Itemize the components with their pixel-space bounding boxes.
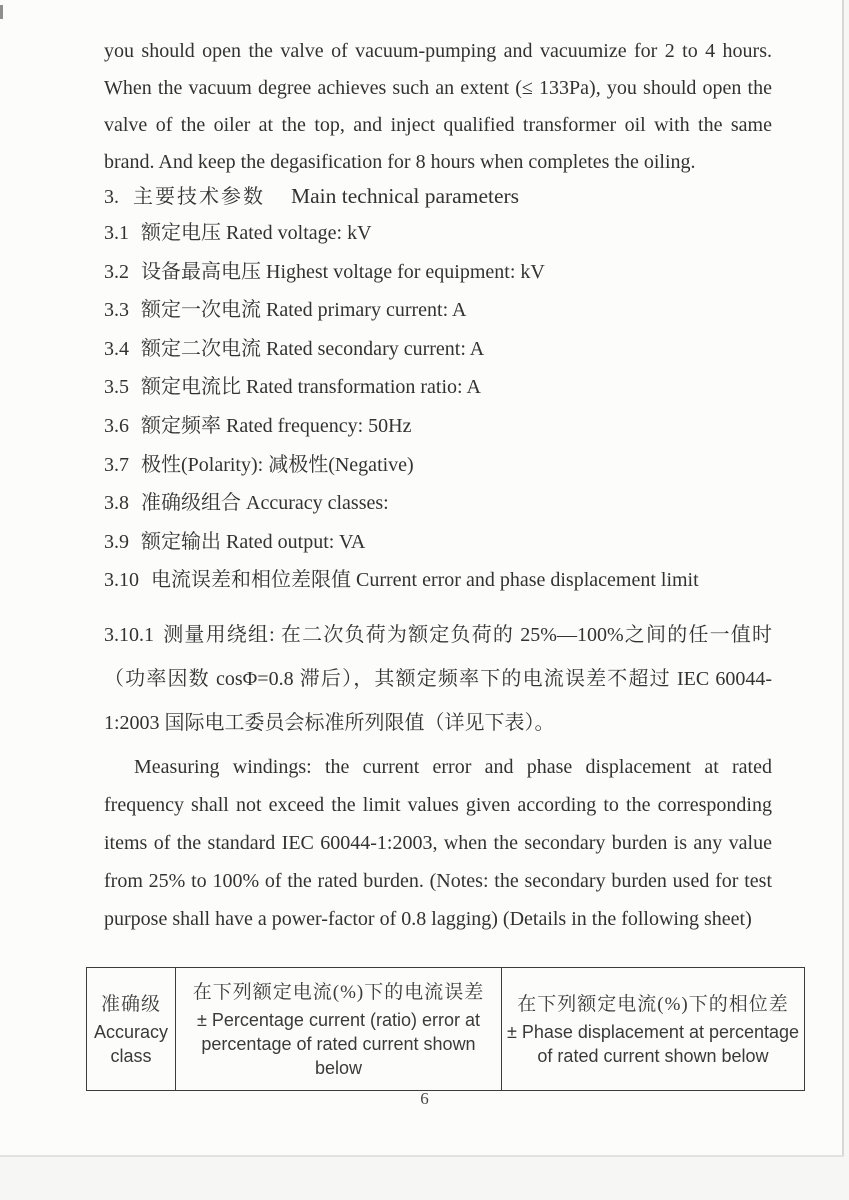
list-item [104, 530, 772, 569]
item-text: 额定电流比 Rated transformation ratio: A [141, 376, 481, 399]
item-number: 3.5 [104, 376, 129, 399]
list-item [104, 260, 772, 299]
item-number: 3.9 [104, 530, 129, 553]
list-item [104, 375, 772, 414]
current-error-en: ± Percentage current (ratio) error at percentage of rated current shown below [197, 1010, 480, 1078]
accuracy-table [86, 967, 805, 1091]
phase-displacement-zh: 在下列额定电流(%)下的相位差 [517, 994, 789, 1015]
item-number: 3.10 [104, 569, 139, 592]
item-number: 3.7 [104, 453, 129, 476]
section-title-en: Main technical parameters [291, 184, 520, 208]
phase-displacement-en: ± Phase displacement at percentage of rated current shown below [506, 1022, 800, 1066]
list-item [104, 337, 772, 376]
item-text: 设备最高电压 Highest voltage for equipment: kV [141, 260, 545, 283]
list-item [104, 491, 772, 530]
clause-3-10-1-paragraph [104, 613, 772, 745]
measuring-windings-paragraph: Measuring windings: the current error and phase displacement at rated frequency shall not exceed the limit values given according to the corresponding items of the standard IEC 60044-1:2003, when the secondary burden is any value from 25% to 100% of the rated burden. (Notes: the secondary burden used for test purpose shall have a power-factor of 0.8 lagging) (Details in the following sheet) [104, 756, 772, 930]
item-text: 额定电压 Rated voltage: kV [141, 222, 372, 244]
section-title-zh: 主要技术参数 [133, 186, 265, 208]
item-number: 3.3 [104, 299, 129, 322]
current-error-header-cell [176, 968, 502, 1091]
list-item [104, 453, 772, 492]
intro-paragraph: you should open the valve of vacuum-pumping and vacuumize for 2 to 4 hours. When the vacuum degree achieves such an extent (≤ 133Pa), you should open the valve of the oiler at the top, and inject qualified transformer oil with the same brand. And keep the degasification for 8 hours when completes the oiling. [104, 40, 772, 173]
accuracy-class-zh: 准确级 [100, 994, 161, 1015]
item-text: 额定二次电流 Rated secondary current: A [141, 337, 485, 360]
scan-page-right-edge [842, 0, 844, 1157]
item-number: 3.6 [104, 414, 129, 437]
item-text: 电流误差和相位差限值 Current error and phase displacement limit [151, 569, 699, 592]
list-item [104, 298, 772, 337]
list-item [104, 221, 772, 260]
item-number: 3.1 [104, 222, 129, 244]
item-number: 3.2 [104, 260, 129, 283]
page-number: 6 [420, 1089, 429, 1108]
item-text: 准确级组合 Accuracy classes: [141, 492, 389, 515]
scan-page-bottom-edge [0, 1155, 844, 1157]
item-text: 额定输出 Rated output: VA [141, 530, 366, 553]
scan-artifact-mark [0, 5, 3, 19]
accuracy-class-header-cell [87, 968, 176, 1091]
item-text: 额定频率 Rated frequency: 50Hz [141, 414, 412, 437]
section-heading [104, 182, 772, 211]
current-error-zh: 在下列额定电流(%)下的电流误差 [192, 982, 485, 1003]
list-item [104, 568, 772, 607]
clause-text: 测量用绕组: 在二次负荷为额定负荷的 25%—100%之间的任一值时（功率因数 cosΦ=0.8 滞后），其额定频率下的电流误差不超过 IEC 60044-1:2003 国际电工委员会标准所列限值（详见下表）。 [104, 624, 772, 734]
item-text: 额定一次电流 Rated primary current: A [141, 299, 467, 322]
item-number: 3.4 [104, 337, 129, 360]
item-text: 极性(Polarity): 减极性(Negative) [141, 453, 414, 476]
section-number: 3. [104, 186, 119, 208]
accuracy-class-en: Accuracy class [93, 1022, 169, 1066]
phase-displacement-header-cell [502, 968, 805, 1091]
list-item [104, 414, 772, 453]
parameter-list [104, 221, 772, 607]
accuracy-table-header-row [87, 968, 805, 1091]
clause-number: 3.10.1 [104, 624, 154, 646]
item-number: 3.8 [104, 492, 129, 515]
